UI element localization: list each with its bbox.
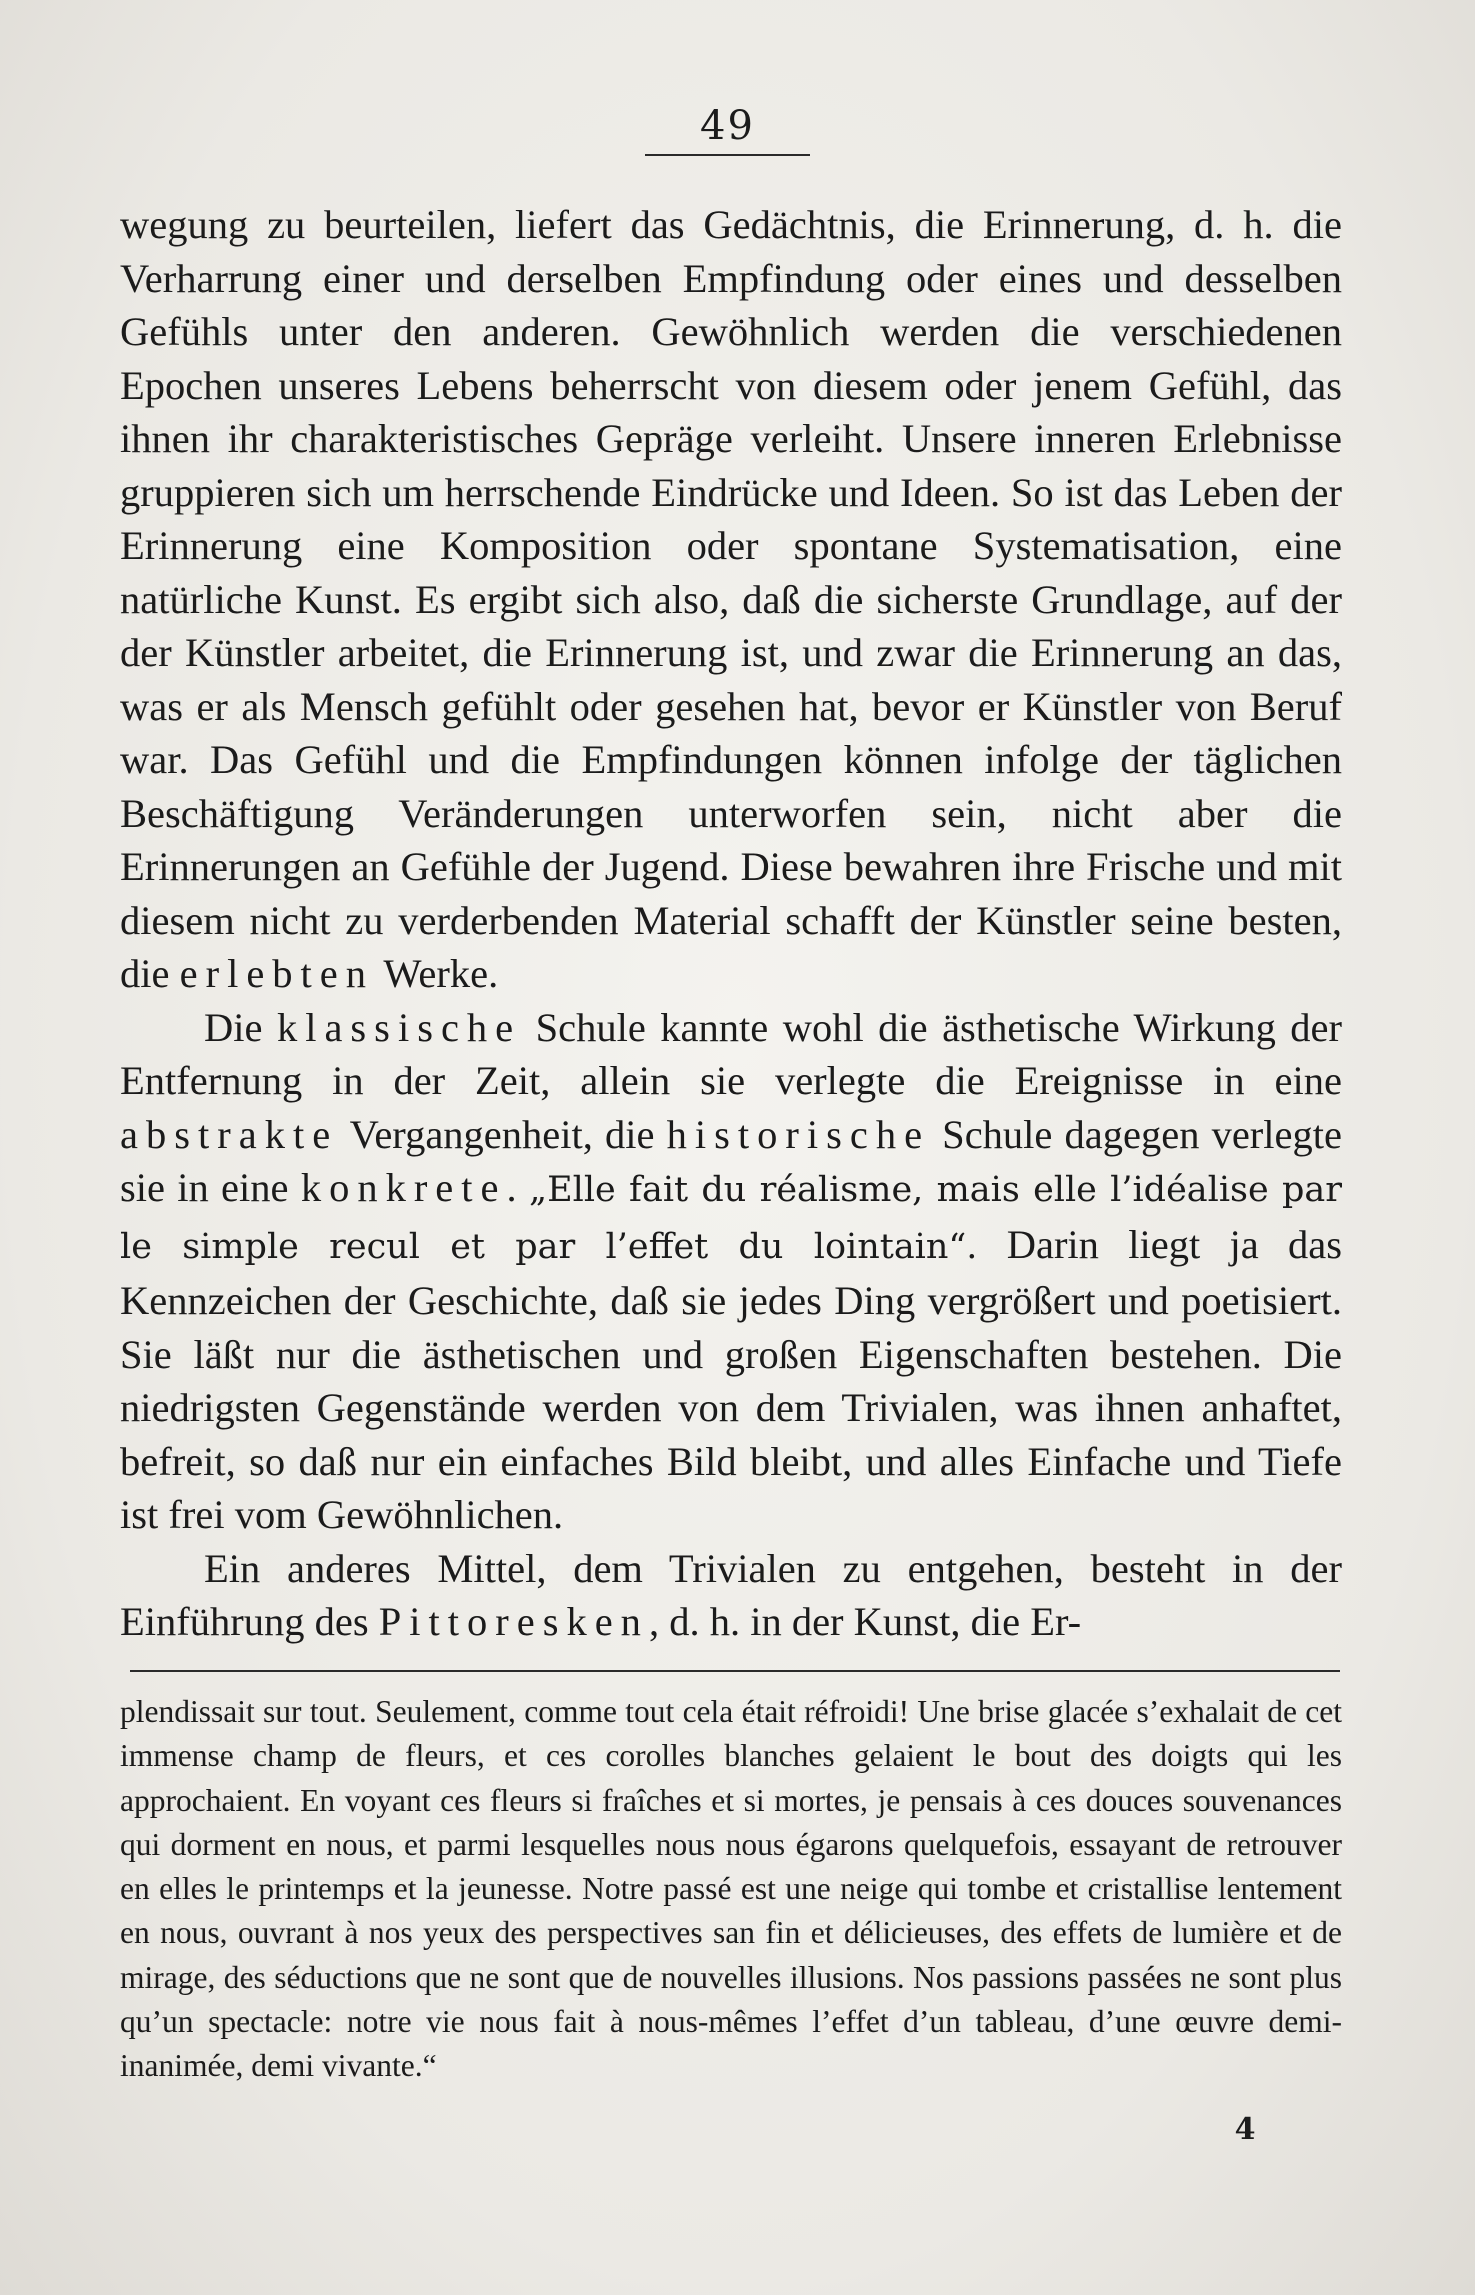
text-run: Darin liegt ja das Kennzeichen der Geschichte, daß sie jedes Ding vergrößert und poetisiert. Sie läßt nur die ästhetischen und großen Eigenschaften bestehen. Die niedrigsten Gegenstände werden von dem Trivialen, was ihnen anhaftet, befreit, so daß nur ein einfaches Bild bleibt, und alles Einfache und Tiefe ist frei vom Gewöhnlichen. — [120, 1221, 1342, 1537]
paragraph — [120, 1542, 1342, 1649]
emphasized-term: Pittoresken — [378, 1599, 649, 1644]
text-run: Die — [204, 1004, 277, 1050]
text-run: Ein anderes Mittel, dem Trivialen zu entgehen, besteht in der Einführung des — [120, 1545, 1342, 1644]
emphasized-term: abstrakte — [120, 1111, 339, 1157]
text-run: Schule kannte wohl die ästhetische Wirkung der Entfernung in der Zeit, allein sie verlegte die Ereignisse in eine — [120, 1004, 1342, 1103]
footnote — [120, 1690, 1342, 2089]
text-run: . — [506, 1165, 529, 1210]
footnote-text: plendissait sur tout. Seulement, comme tout cela était réfroidi! Une brise glacée s’exhalait de cet immense champ de fleurs, et ces corolles blanches gelaient le bout des doigts qui les approchaient. En voyant ces fleurs si fraîches et si mortes, je pensais à ces douces souvenances qui dorment en nous, et parmi lesquelles nous nous égarons quelquefois, essayant de retrouver en elles le printemps et la jeunesse. Notre passé est une neige qui tombe et cristallise lentement en nous, ouvrant à nos yeux des perspectives san fin et délicieuses, des effets de lumière et de mirage, des séductions que ne sont que de nouvelles illusions. Nos passions passées ne sont plus qu’un spectacle: notre vie nous fait à nous-mêmes l’effet d’un tableau, d’une œuvre demi-inanimée, demi vivante.“ — [120, 1694, 1342, 2084]
sheet-signature: 4 — [1234, 2112, 1256, 2147]
emphasized-term: konkrete — [300, 1165, 507, 1210]
page-number: 49 — [700, 103, 755, 149]
text-run: Schule dagegen verlegte sie in eine — [120, 1111, 1342, 1210]
page-header — [645, 100, 810, 156]
footnote-rule — [130, 1670, 1340, 1672]
emphasized-term: historische — [666, 1111, 931, 1157]
header-rule — [645, 154, 810, 156]
emphasized-term: erlebten — [179, 951, 375, 996]
paragraph — [120, 1001, 1342, 1542]
text-run: Vergangenheit, die — [338, 1111, 667, 1157]
text-run: , d. h. in der Kunst, die Er- — [648, 1599, 1082, 1644]
text-run: Werke. — [374, 951, 499, 996]
main-text — [120, 198, 1342, 1649]
text-run: wegung zu beurteilen, liefert das Gedächtnis, die Erinnerung, d. h. die Verharrung einer und derselben Empfindung oder eines und desselben Gefühls unter den anderen. Gewöhnlich werden die verschiedenen Epochen unseres Lebens beherrscht von diesem oder jenem Gefühl, das ihnen ihr charakteristisches Gepräge verleiht. Unsere inneren Erlebnisse gruppieren sich um herrschende Eindrücke und Ideen. So ist das Leben der Erinnerung eine Komposition oder spontane Systematisation, eine natürliche Kunst. Es ergibt sich also, daß die sicherste Grundlage, auf der der Künstler arbeitet, die Erinnerung ist, und zwar die Erinnerung an das, was er als Mensch gefühlt oder gesehen hat, bevor er Künstler von Beruf war. Das Gefühl und die Empfindungen können infolge der täglichen Beschäftigung Veränderungen unterworfen sein, nicht aber die Erinnerungen an Gefühle der Jugend. Diese bewahren ihre Frische und mit diesem nicht zu verderbenden Material schafft der Künstler seine besten, die — [120, 202, 1342, 996]
emphasized-term: klassische — [276, 1004, 522, 1050]
paragraph — [120, 198, 1342, 1001]
french-quotation: „Elle fait du réalisme, mais elle l’idéalise par le simple recul et par l’effet du lointain“. — [120, 1170, 1343, 1267]
